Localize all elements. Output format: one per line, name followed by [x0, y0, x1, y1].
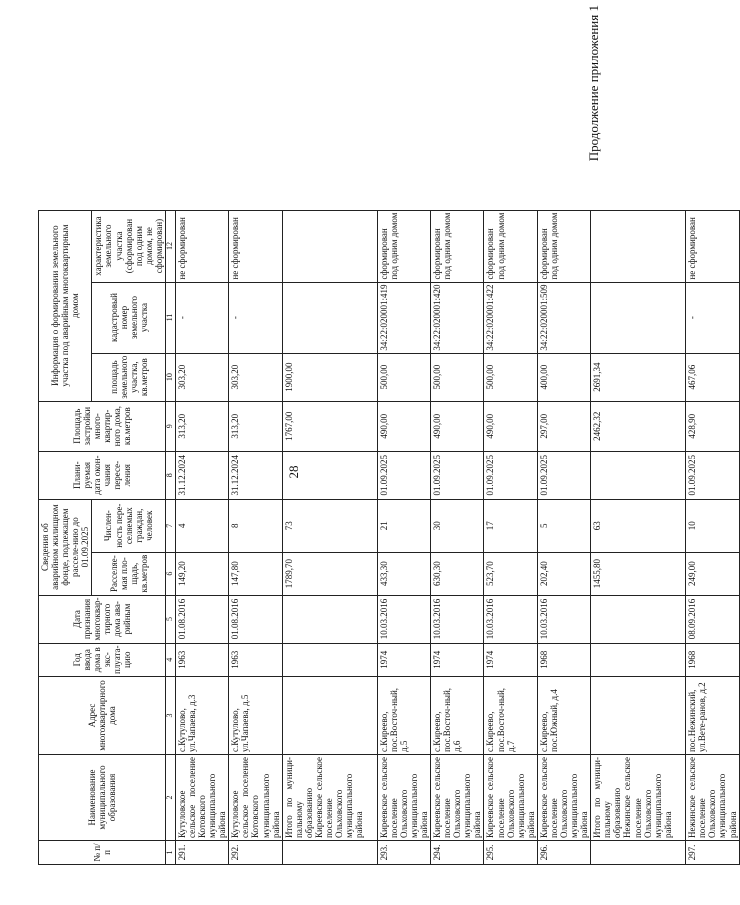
column-number: 3 — [165, 677, 175, 755]
row-year: 1974 — [431, 643, 484, 676]
row-characteristic: сформирован под одним домом — [377, 210, 430, 282]
row-land-area: 500,00 — [377, 353, 430, 401]
column-number: 6 — [165, 552, 175, 595]
row-cadastral — [282, 282, 377, 353]
column-number: 11 — [165, 282, 175, 353]
row-plan-date: 01.09.2025 — [377, 451, 430, 499]
row-address: с.Киреево, пос.Восточ-ный, д.7 — [484, 677, 537, 755]
row-number: 294. — [431, 841, 484, 865]
row-characteristic: не сформирован — [686, 210, 739, 282]
row-land-area: 2691,34 — [591, 353, 686, 401]
header-people: Числен-ность пере-селяемых граждан, человек — [92, 499, 166, 552]
row-area: 1455,80 — [591, 552, 686, 595]
row-people: 10 — [686, 499, 739, 552]
row-name: Кутуловское сельское поселение Котовского муниципального района — [229, 755, 282, 841]
column-number: 5 — [165, 595, 175, 643]
row-characteristic — [591, 210, 686, 282]
row-cadastral: - — [175, 282, 228, 353]
header-area: Расселяе-мая пло-щадь, кв.метров — [92, 552, 166, 595]
row-land-area: 500,00 — [431, 353, 484, 401]
row-address: с.Киреево, пос.Южный, д.4 — [537, 677, 590, 755]
table-row — [377, 210, 430, 864]
row-people: 63 — [591, 499, 686, 552]
row-name: Киреевское сельское поселение Ольховского муниципального района — [431, 755, 484, 841]
row-date: 01.08.2016 — [175, 595, 228, 643]
row-people: 30 — [431, 499, 484, 552]
column-number: 12 — [165, 210, 175, 282]
row-land-area: 303,20 — [229, 353, 282, 401]
column-number: 9 — [165, 401, 175, 451]
row-year: 1963 — [175, 643, 228, 676]
row-date: 10.03.2016 — [431, 595, 484, 643]
table-row — [484, 210, 537, 864]
header-info-group: Сведения об аварийном жилищном фонде, подлежащем расселе-нию до 01.09.2025 — [39, 499, 92, 595]
table-row-total — [591, 210, 686, 864]
row-address: с.Кутулово, ул.Чапаева, д.5 — [229, 677, 282, 755]
row-year: 1974 — [484, 643, 537, 676]
header-land-area: площадь земельного участка, кв.метров — [92, 353, 166, 401]
row-built-area: 490,00 — [377, 401, 430, 451]
column-number: 4 — [165, 643, 175, 676]
column-number: 7 — [165, 499, 175, 552]
row-people: 17 — [484, 499, 537, 552]
row-land-area: 400,00 — [537, 353, 590, 401]
continuation-title: Продолжение приложения 1 — [586, 5, 601, 162]
header-year: Год ввода дома в экс-плуата-цию — [39, 643, 166, 676]
row-area: 1789,70 — [282, 552, 377, 595]
row-number — [591, 841, 686, 865]
row-date: 01.08.2016 — [229, 595, 282, 643]
header-built-area: Площадь застройки много-квартир-ного дома, кв.метров — [39, 401, 166, 451]
row-land-area: 467,06 — [686, 353, 739, 401]
table-row-total — [282, 210, 377, 864]
row-cadastral — [591, 282, 686, 353]
row-land-area: 303,20 — [175, 353, 228, 401]
row-people: 21 — [377, 499, 430, 552]
row-name: Кутуловское сельское поселение Котовского муниципального района — [175, 755, 228, 841]
row-name: Киреевское сельское поселение Ольховского муниципального района — [537, 755, 590, 841]
row-number: 296. — [537, 841, 590, 865]
row-area: 202,40 — [537, 552, 590, 595]
row-name: Киреевское сельское поселение Ольховского муниципального района — [377, 755, 430, 841]
row-address — [282, 677, 377, 755]
row-built-area: 313,20 — [175, 401, 228, 451]
header-address: Адрес многоквартирного дома — [39, 677, 166, 755]
row-date — [591, 595, 686, 643]
row-year: 1963 — [229, 643, 282, 676]
row-plan-date: 01.09.2025 — [484, 451, 537, 499]
housing-table — [38, 210, 740, 865]
row-characteristic: сформирован под одним домом — [537, 210, 590, 282]
row-number — [282, 841, 377, 865]
row-year: 1974 — [377, 643, 430, 676]
row-cadastral: - — [229, 282, 282, 353]
table-row — [175, 210, 228, 864]
header-row-1 — [39, 210, 92, 864]
row-plan-date: 31.12.2024 — [229, 451, 282, 499]
row-people: 5 — [537, 499, 590, 552]
row-people: 73 — [282, 499, 377, 552]
row-characteristic: не сформирован — [175, 210, 228, 282]
table-body — [175, 210, 739, 864]
table-row — [229, 210, 282, 864]
row-characteristic: не сформирован — [229, 210, 282, 282]
row-year — [282, 643, 377, 676]
row-date: 08.09.2016 — [686, 595, 739, 643]
row-characteristic: сформирован под одним домом — [484, 210, 537, 282]
column-number: 10 — [165, 353, 175, 401]
row-built-area: 490,00 — [431, 401, 484, 451]
row-area: 149,20 — [175, 552, 228, 595]
row-address: с.Киреево, пос.Восточ-ный, д.6 — [431, 677, 484, 755]
row-date: 10.03.2016 — [484, 595, 537, 643]
row-area: 147,80 — [229, 552, 282, 595]
column-numbers-row — [165, 210, 175, 864]
row-plan-date — [591, 451, 686, 499]
row-characteristic: сформирован под одним домом — [431, 210, 484, 282]
row-plan-date: 01.09.2025 — [537, 451, 590, 499]
column-number: 2 — [165, 755, 175, 841]
header-name: Наименование муниципального образования — [39, 755, 166, 841]
row-date: 10.03.2016 — [377, 595, 430, 643]
column-number: 8 — [165, 451, 175, 499]
row-people: 8 — [229, 499, 282, 552]
row-name: Итого по муници-пальному образованию Киреевское сельское поселение Ольховского муниципального района — [282, 755, 377, 841]
row-date: 10.03.2016 — [537, 595, 590, 643]
row-year: 1968 — [686, 643, 739, 676]
row-number: 291. — [175, 841, 228, 865]
row-address — [591, 677, 686, 755]
row-number: 292. — [229, 841, 282, 865]
header-plan-date: Плани-руемая дата окон-чания пересе-ления — [39, 451, 166, 499]
header-num: № п/п — [39, 841, 166, 865]
row-built-area: 490,00 — [484, 401, 537, 451]
row-built-area: 297,00 — [537, 401, 590, 451]
row-year: 1968 — [537, 643, 590, 676]
table-row — [537, 210, 590, 864]
row-plan-date: 01.09.2025 — [431, 451, 484, 499]
row-land-area: 500,00 — [484, 353, 537, 401]
row-area: 523,70 — [484, 552, 537, 595]
row-built-area: 2462,32 — [591, 401, 686, 451]
header-date: Дата признания многоквар-тирного дома ава-рийным — [39, 595, 166, 643]
row-cadastral: 34:22:020001:422 — [484, 282, 537, 353]
row-cadastral: 34:22:020001:420 — [431, 282, 484, 353]
row-cadastral: - — [686, 282, 739, 353]
row-number: 297. — [686, 841, 739, 865]
row-cadastral: 34:22:020001:509 — [537, 282, 590, 353]
row-characteristic — [282, 210, 377, 282]
row-land-area: 1900,00 — [282, 353, 377, 401]
row-plan-date: 31.12.2024 — [175, 451, 228, 499]
row-date — [282, 595, 377, 643]
row-plan-date: 01.09.2025 — [686, 451, 739, 499]
row-built-area: 428,90 — [686, 401, 739, 451]
row-plan-date — [282, 451, 377, 499]
row-built-area: 1767,00 — [282, 401, 377, 451]
table-row — [431, 210, 484, 864]
row-address: пос.Нежинский, ул.Вете-ранов, д.2 — [686, 677, 739, 755]
row-name: Нежинское сельское поселение Ольховского муниципального района — [686, 755, 739, 841]
table-row — [686, 210, 739, 864]
row-address: с.Кутулово, ул.Чапаева, д.3 — [175, 677, 228, 755]
page-number: 28 — [286, 465, 301, 479]
row-people: 4 — [175, 499, 228, 552]
row-area: 630,30 — [431, 552, 484, 595]
row-number: 293. — [377, 841, 430, 865]
row-cadastral: 34:22:020001:419 — [377, 282, 430, 353]
row-number: 295. — [484, 841, 537, 865]
row-name: Киреевское сельское поселение Ольховского муниципального района — [484, 755, 537, 841]
row-built-area: 313,20 — [229, 401, 282, 451]
header-characteristic: характеристика земельного участка (сформирован под одним домом, не сформирован) — [92, 210, 166, 282]
row-address: с.Киреево, пос.Восточ-ный, д.5 — [377, 677, 430, 755]
row-year — [591, 643, 686, 676]
column-number: 1 — [165, 841, 175, 865]
header-cadastral: кадастровый номер земельного участка — [92, 282, 166, 353]
row-name: Итого по муници-пальному образованию Нежинское сельское поселение Ольховского муниципального района — [591, 755, 686, 841]
row-area: 433,30 — [377, 552, 430, 595]
header-land-group: Информация о формировании земельного участка под аварийным многоквартирным домом — [39, 210, 92, 401]
row-area: 249,00 — [686, 552, 739, 595]
